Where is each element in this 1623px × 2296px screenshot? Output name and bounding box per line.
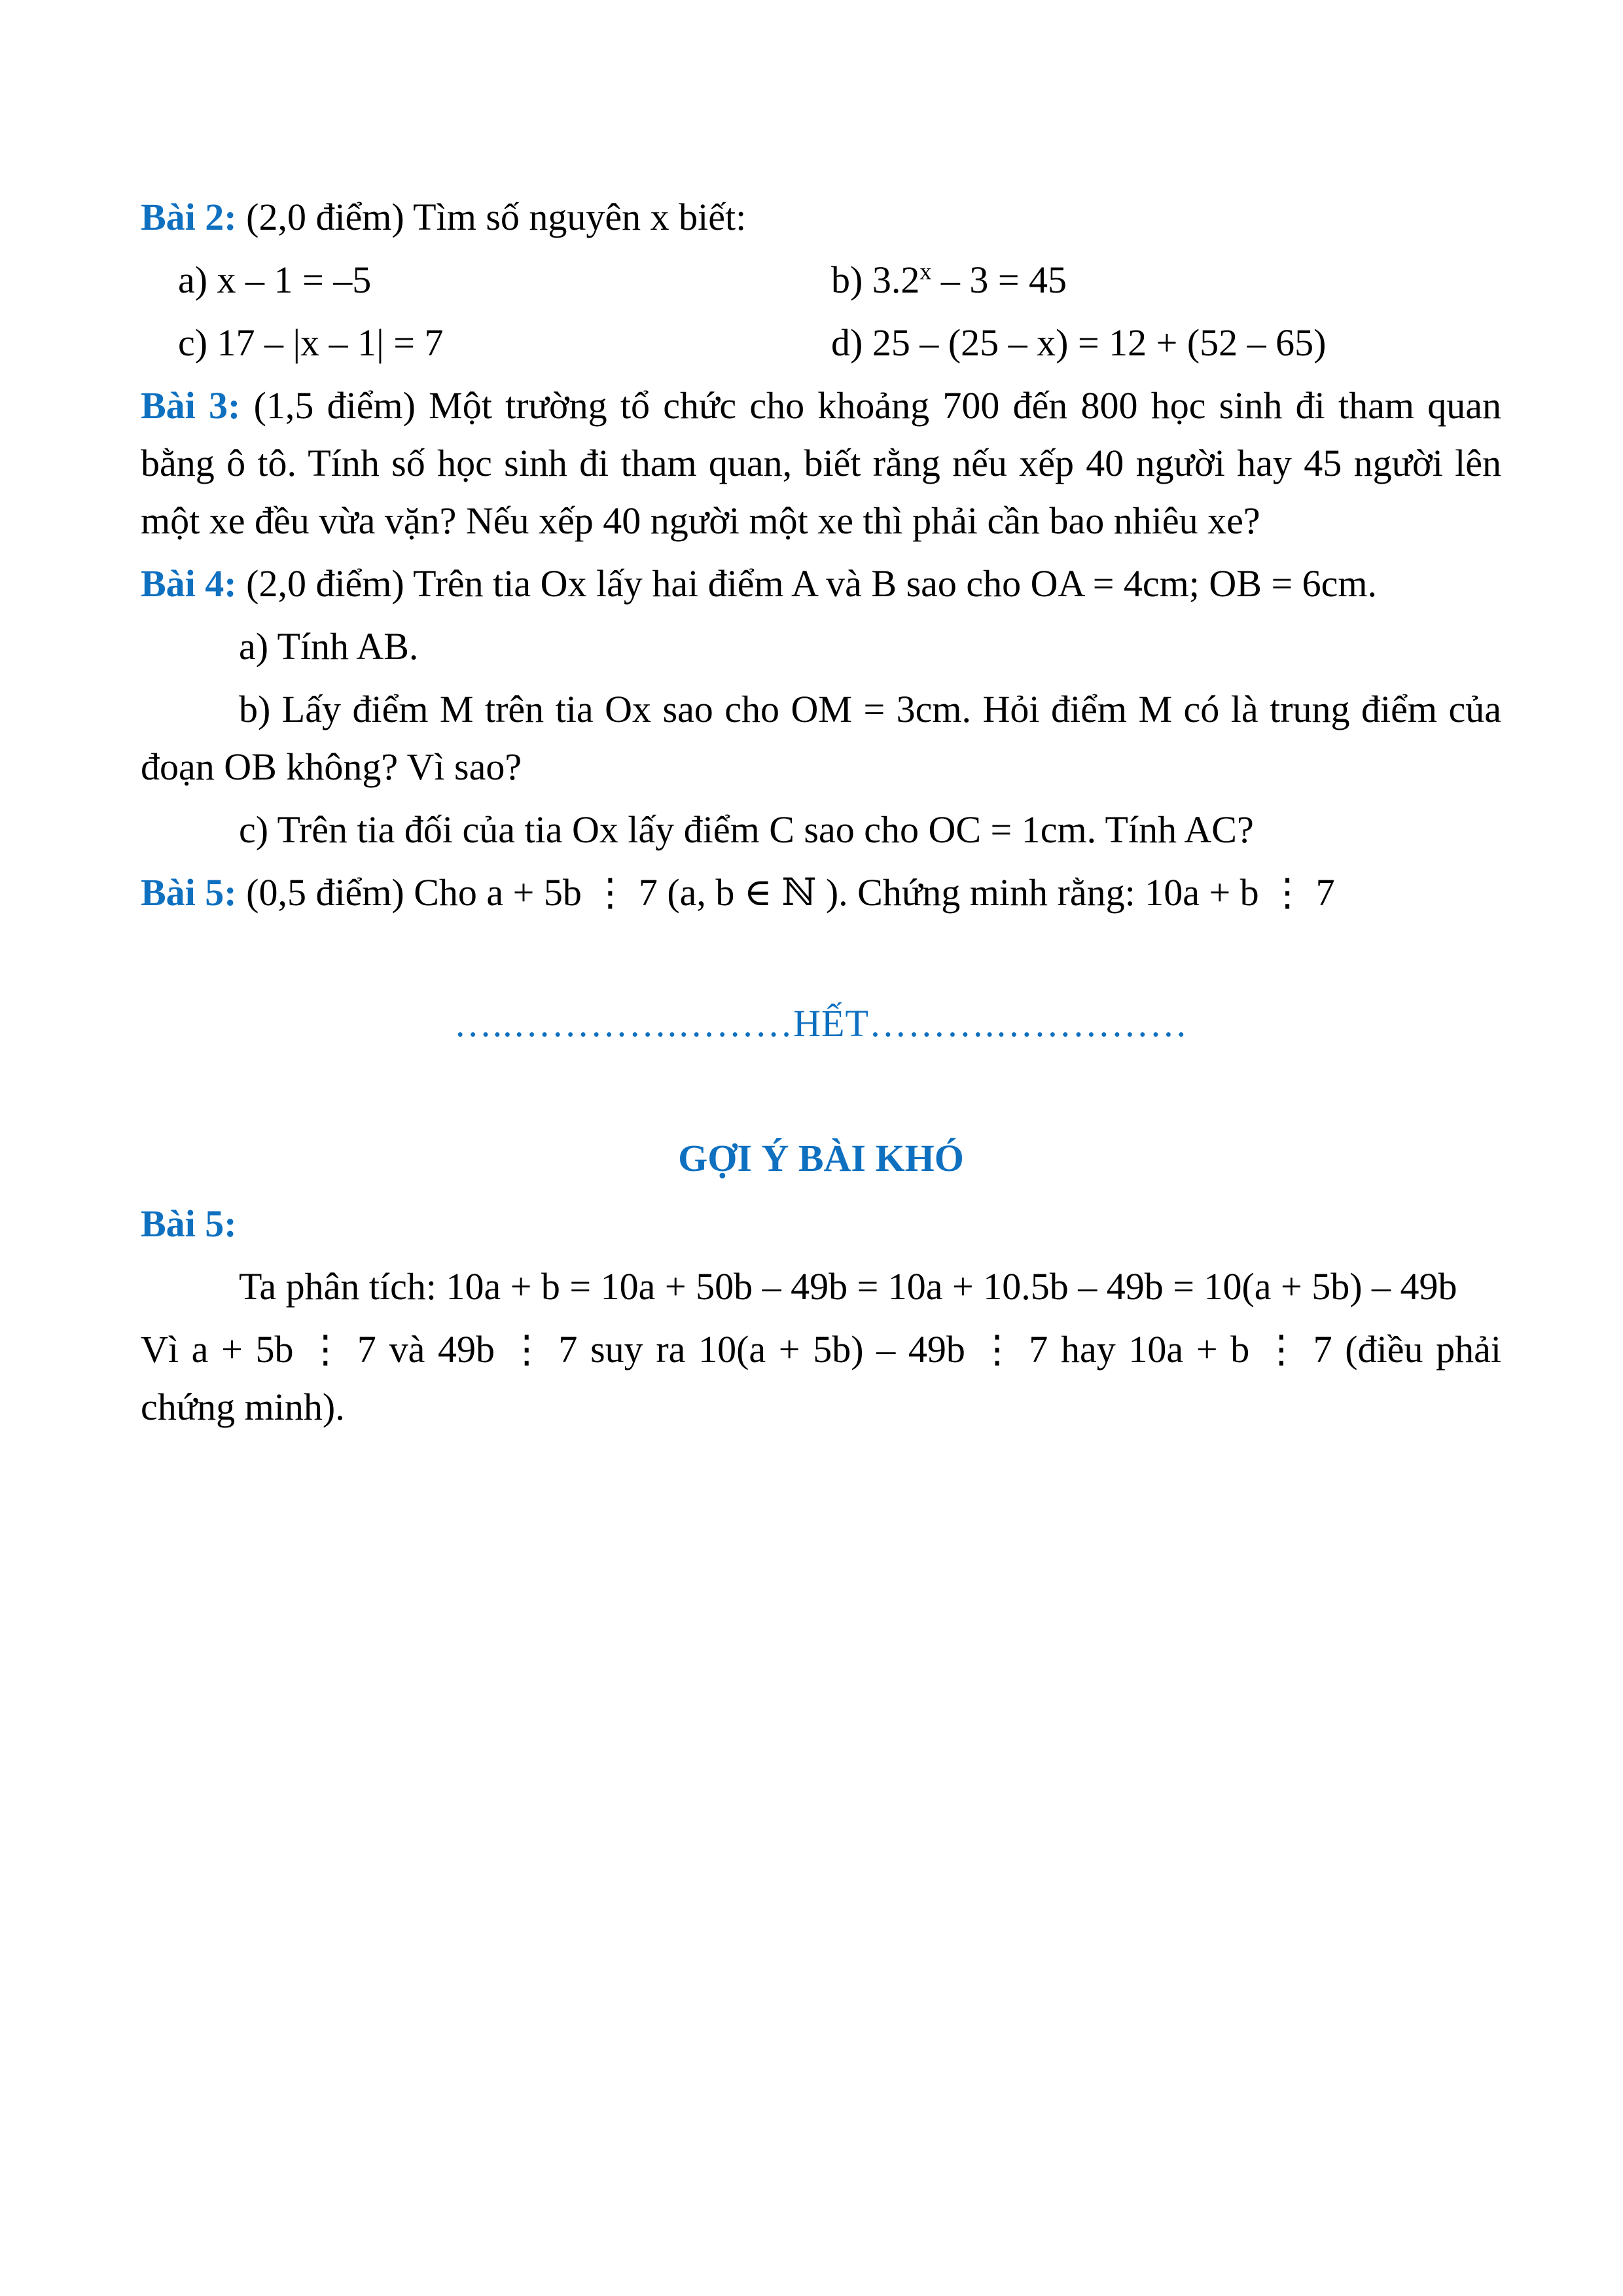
problem-2-row-2: [141, 314, 1501, 372]
problem-2-intro: (2,0 điểm) Tìm số nguyên x biết:: [236, 196, 747, 238]
problem-4-label: Bài 4:: [141, 562, 237, 605]
hint-line-2: Vì a + 5b ⋮ 7 và 49b ⋮ 7 suy ra 10(a + 5b) – 49b ⋮ 7 hay 10a + b ⋮ 7 (điều phải chứng minh).: [141, 1328, 1501, 1428]
problem-4-item-b: b) Lấy điểm M trên tia Ox sao cho OM = 3cm. Hỏi điểm M có là trung điểm của đoạn OB không? Vì sao?: [141, 688, 1501, 788]
equation-2c: c) 17 – |x – 1| = 7: [178, 321, 444, 364]
equation-2b-suffix: – 3 = 45: [931, 259, 1067, 301]
hint-line-1: Ta phân tích: 10a + b = 10a + 50b – 49b = 10a + 10.5b – 49b = 10(a + 5b) – 49b: [239, 1265, 1457, 1308]
problem-4-intro: (2,0 điểm) Trên tia Ox lấy hai điểm A và B sao cho OA = 4cm; OB = 6cm.: [236, 562, 1378, 605]
problem-5-heading: [141, 864, 1501, 922]
problem-4-item-a: a) Tính AB.: [239, 625, 419, 668]
equation-2b-prefix: b) 3.2: [831, 259, 920, 301]
problem-2-row-1: [141, 251, 1501, 309]
end-of-exam-line: …..………….………HẾT……….……………: [454, 1002, 1188, 1045]
problem-3-paragraph: [141, 377, 1501, 550]
problem-4-item-c: c) Trên tia đối của tia Ox lấy điểm C sao cho OC = 1cm. Tính AC?: [239, 808, 1254, 851]
equation-2a: a) x – 1 = –5: [178, 259, 372, 301]
problem-3-label: Bài 3:: [141, 384, 241, 427]
problem-4-heading: [141, 555, 1501, 613]
hint-problem-5-label: Bài 5:: [141, 1202, 237, 1245]
equation-2b: [831, 251, 1501, 309]
equation-2b-exponent: x: [919, 258, 932, 285]
problem-3-text: (1,5 điểm) Một trường tổ chức cho khoảng 700 đến 800 học sinh đi tham quan bằng ô tô. Tính số học sinh đi tham quan, biết rằng nếu xếp 40 người hay 45 người lên một xe đều vừa vặn? Nếu xếp 40 người một xe thì phải cần bao nhiêu xe?: [141, 384, 1501, 542]
problem-2-heading: [141, 188, 1501, 246]
hint-problem-5-heading: [141, 1195, 1501, 1253]
problem-5-text: (0,5 điểm) Cho a + 5b ⋮ 7 (a, b ∈ ℕ ). Chứng minh rằng: 10a + b ⋮ 7: [236, 871, 1335, 914]
hints-section-title: GỢI Ý BÀI KHÓ: [678, 1137, 964, 1179]
equation-2d: d) 25 – (25 – x) = 12 + (52 – 65): [831, 321, 1327, 364]
problem-5-label: Bài 5:: [141, 871, 237, 914]
problem-2-label: Bài 2:: [141, 196, 237, 238]
